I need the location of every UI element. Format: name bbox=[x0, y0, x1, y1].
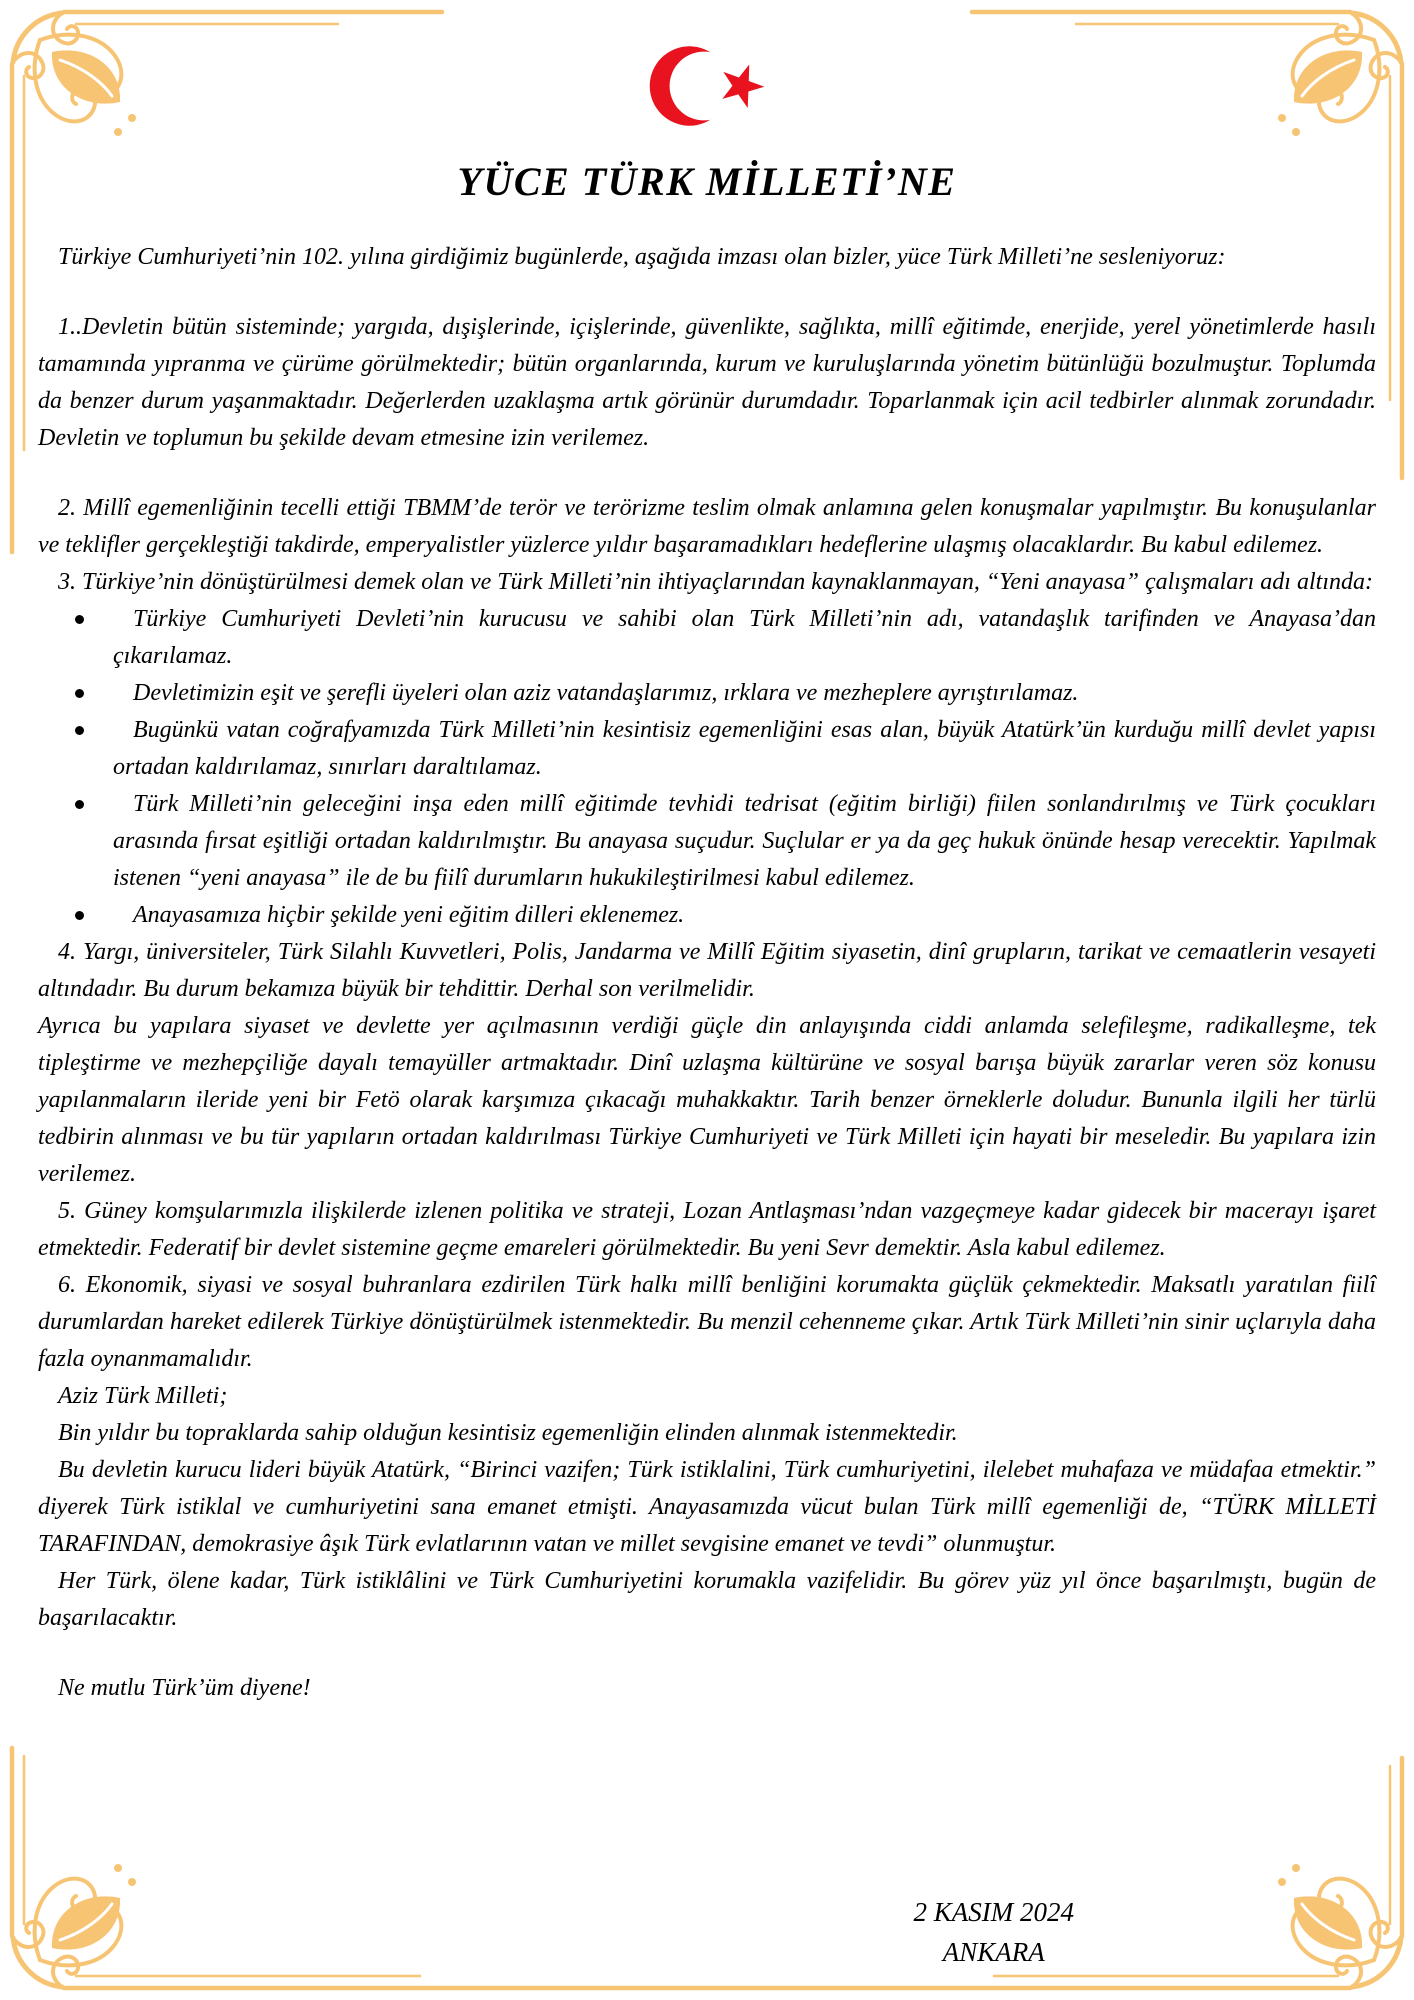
signature-block bbox=[914, 1892, 1074, 1972]
bullet-item: Devletimizin eşit ve şerefli üyeleri olan aziz vatandaşlarımız, ırklara ve mezheplere ayrıştırılamaz. bbox=[113, 675, 1376, 712]
document-date: 2 KASIM 2024 bbox=[913, 1897, 1074, 1927]
document-place: ANKARA bbox=[942, 1937, 1045, 1967]
paragraph: Ayrıca bu yapılara siyaset ve devlette yer açılmasının verdiği güçle din anlayışında ciddi anlamda selefileşme, radikalleşme, tek tipleştirme ve mezhepçiliğe dayalı temayüller artmaktadır. Dinî uzlaşma kültürüne ve sosyal barışa büyük zararlar veren söz konusu yapılanmaların ileride yeni bir Fetö olarak karşımıza çıkacağı muhakkaktır. Tarih benzer örneklerle doludur. Bununla ilgili her türlü tedbirin alınması ve bu tür yapıların ortadan kaldırılması Türkiye Cumhuriyeti ve Türk Milleti için hayati bir meseledir. Bu yapılara izin verilemez. bbox=[38, 1013, 1376, 1187]
document-body bbox=[38, 239, 1376, 1707]
document-title: YÜCE TÜRK MİLLETİ’NE bbox=[457, 159, 957, 204]
bullet-item: Türkiye Cumhuriyeti Devleti’nin kurucusu ve sahibi olan Türk Milleti’nin adı, vatandaşlık tarifinden ve Anayasa’dan çıkarılamaz. bbox=[113, 601, 1376, 675]
document-header bbox=[0, 0, 1414, 205]
paragraph: Aziz Türk Milleti; bbox=[58, 1383, 228, 1409]
paragraph: 4. Yargı, üniversiteler, Türk Silahlı Kuvvetleri, Polis, Jandarma ve Millî Eğitim siyasetin, dinî grupların, tarikat ve cemaatlerin vesayeti altındadır. Bu durum bekamıza büyük bir tehdittir. Derhal son verilmelidir. bbox=[38, 939, 1376, 1002]
paragraph: Türkiye Cumhuriyeti’nin 102. yılına girdiğimiz bugünlerde, aşağıda imzası olan bizler, yüce Türk Milleti’ne sesleniyoruz: bbox=[58, 244, 1226, 270]
paragraph: Bu devletin kurucu lideri büyük Atatürk, “Birinci vazifen; Türk istiklalini, Türk cumhuriyetini, ilelebet muhafaza ve müdafaa etmektir.” diyerek Türk istiklal ve cumhuriyetini sana emanet etmişti. Anayasamızda vücut bulan Türk millî egemenliği de, “TÜRK MİLLETİ TARAFINDAN, demokrasiye âşık Türk evlatlarının vatan ve millet sevgisine emanet ve tevdi” olunmuştur. bbox=[38, 1457, 1376, 1557]
paragraph: 2. Millî egemenliğinin tecelli ettiği TBMM’de terör ve terörizme teslim olmak anlamına gelen konuşmalar yapılmıştır. Bu konuşulanlar ve teklifler gerçekleştiği takdirde, emperyalistler yüzlerce yıldır başaramadıkları hedeflerine ulaşmış olacaklardır. Bu kabul edilemez. bbox=[38, 495, 1376, 558]
bullet-item: Bugünkü vatan coğrafyamızda Türk Milleti’nin kesintisiz egemenliğini esas alan, büyük Atatürk’ün kurduğu millî devlet yapısı ortadan kaldırılamaz, sınırları daraltılamaz. bbox=[113, 712, 1376, 786]
paragraph: 5. Güney komşularımızla ilişkilerde izlenen politika ve strateji, Lozan Antlaşması’ndan vazgeçmeye kadar gidecek bir macerayı işaret etmektedir. Federatif bir devlet sistemine geçme emareleri görülmektedir. Bu yeni Sevr demektir. Asla kabul edilemez. bbox=[38, 1198, 1376, 1261]
paragraph: 6. Ekonomik, siyasi ve sosyal buhranlara ezdirilen Türk halkı millî benliğini korumakta güçlük çekmektedir. Maksatlı yaratılan fiilî durumlardan hareket edilerek Türkiye dönüştürülmek istenmektedir. Bu menzil cehenneme çıkar. Artık Türk Milleti’nin sinir uçlarıyla daha fazla oynanmamalıdır. bbox=[38, 1272, 1376, 1372]
bullet-item: Anayasamıza hiçbir şekilde yeni eğitim dilleri eklenemez. bbox=[113, 897, 1376, 934]
crescent-star-icon bbox=[645, 44, 769, 128]
paragraph: 1..Devletin bütün sisteminde; yargıda, dışişlerinde, içişlerinde, güvenlikte, sağlıkta, millî eğitimde, enerjide, yerel yönetimlerde hasılı tamamında yıpranma ve çürüme görülmektedir; bütün organlarında, kurum ve kuruluşlarında yönetim bütünlüğü bozulmuştur. Toplumda da benzer durum yaşanmaktadır. Değerlerden uzaklaşma artık görünür durumdadır. Toparlanmak için acil tedbirler alınmak zorundadır. Devletin ve toplumun bu şekilde devam etmesine izin verilemez. bbox=[38, 314, 1376, 451]
bullet-list bbox=[38, 601, 1376, 934]
paragraph: Ne mutlu Türk’üm diyene! bbox=[58, 1675, 311, 1701]
bullet-item: Türk Milleti’nin geleceğini inşa eden millî eğitimde tevhidi tedrisat (eğitim birliği) fiilen sonlandırılmış ve Türk çocukları arasında fırsat eşitliği ortadan kaldırılmıştır. Bu anayasa suçudur. Suçlular er ya da geç hukuk önünde hesap verecektir. Yapılmak istenen “yeni anayasa” ile de bu fiilî durumların hukukileştirilmesi kabul edilemez. bbox=[113, 786, 1376, 897]
paragraph: Her Türk, ölene kadar, Türk istiklâlini ve Türk Cumhuriyetini korumakla vazifelidir. Bu görev yüz yıl önce başarılmıştı, bugün de başarılacaktır. bbox=[38, 1568, 1376, 1631]
paragraph: Bin yıldır bu topraklarda sahip olduğun kesintisiz egemenliğin elinden alınmak istenmektedir. bbox=[58, 1420, 958, 1446]
paragraph: 3. Türkiye’nin dönüştürülmesi demek olan ve Türk Milleti’nin ihtiyaçlarından kaynaklanmayan, “Yeni anayasa” çalışmaları adı altında: bbox=[58, 569, 1373, 595]
